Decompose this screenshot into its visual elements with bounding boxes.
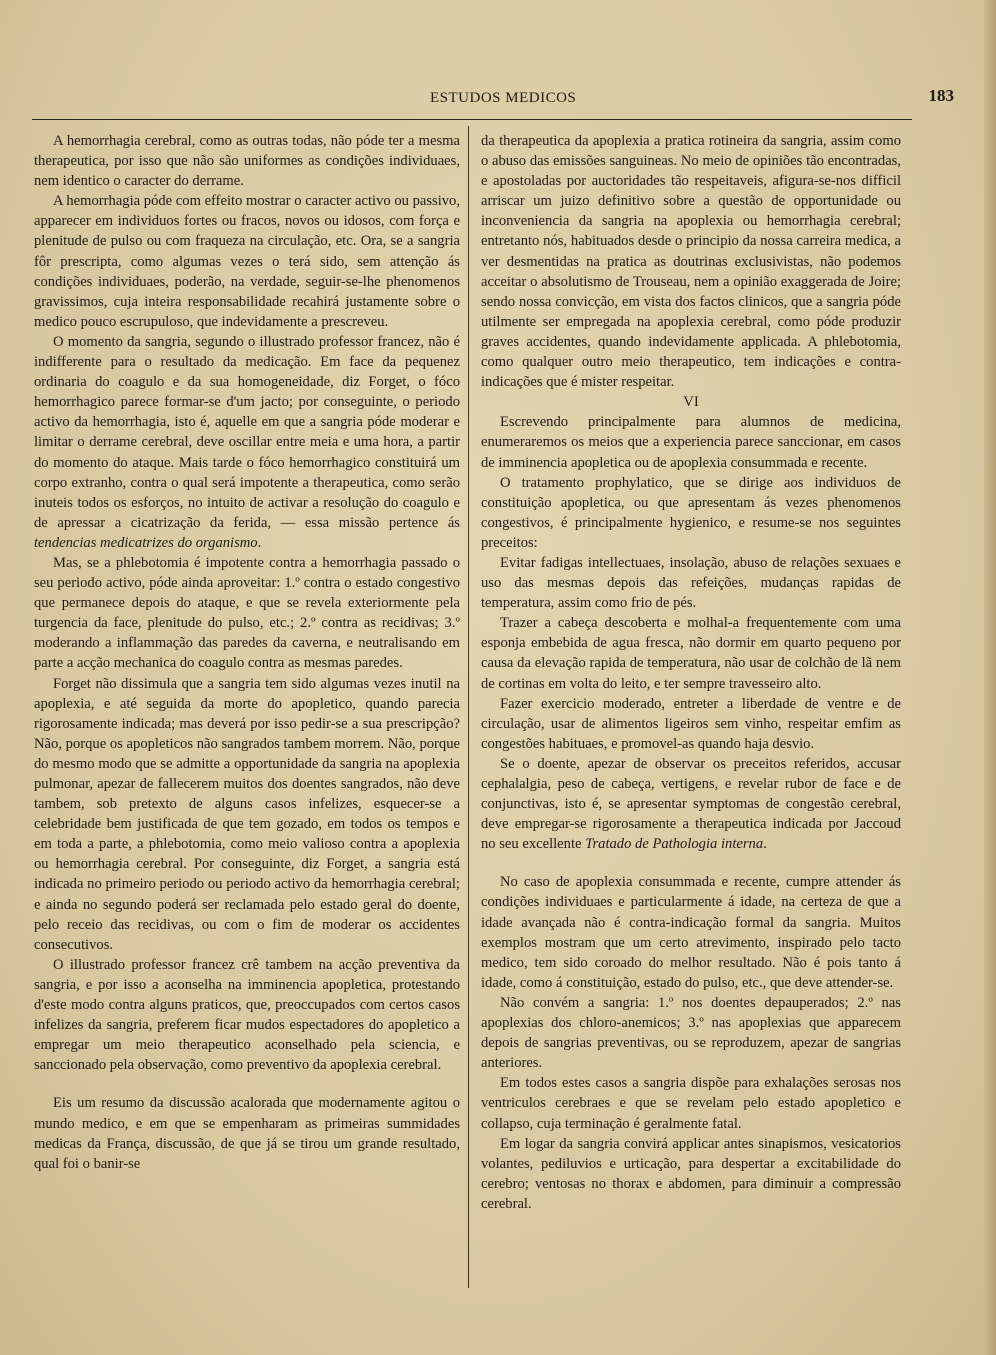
paragraph: Mas, se a phlebotomia é impotente contra a hemorrhagia passado o seu periodo activo, póde ainda aproveitar: 1.º contra o estado congestivo que permanece depois do ataque, e que se revela exteriormente pela turgencia da face, plenitude do pulso, etc.; 2.º contra as recidivas; 3.º moderando a inflammação das paredes da caverna, e neutralisando em parte a acção mechanica do coagulo contra as mesmas paredes.	[34, 554, 460, 672]
left-column	[34, 131, 460, 1174]
paragraph: Forget não dissimula que a sangria tem sido algumas vezes inutil na apoplexia, e até seguida da morte do apopletico, quando parecia rigorosamente indicada; mas deverá por isso pedir-se a sua prescripção? Não, porque os apopleticos não sangrados tambem morrem. Não, porque do mesmo modo que se admitte a opportunidade da sangria na apoplexia pulmonar, apezar de fallecerem muitos dos doentes sangrados, não deve tambem, sob pretexto de alguns casos infelizes, esquecer-se a celebridade bem justificada de que tem gozado, em todos os tempos e em toda a parte, a phlebotomia, como meio valioso contra a apoplexia ou hemorrhagia cerebral. Por conseguinte, diz Forget, a sangria está indicada no primeiro periodo ou periodo activo da hemorrhagia cerebral; e ainda no segundo poderá ser reclamada pelo estado geral do doente, pelo receio das recidivas, ou com o fim de moderar os accidentes consecutivos.	[34, 675, 460, 953]
paragraph	[34, 332, 460, 553]
paragraph: Evitar fadigas intellectuaes, insolação, abuso de relações sexuaes e uso das mesmas depois das refeições, mudanças rapidas de temperatura, assim como frio de pés.	[481, 554, 901, 612]
paragraph	[481, 754, 901, 854]
paragraph: da therapeutica da apoplexia a pratica rotineira da sangria, assim como o abuso das emissões sanguineas. No meio de opiniões tão encontradas, e apostoladas por auctoridades tão respeitaveis, afigura-se-nos difficil arriscar um juizo definitivo sobre a questão de opportunidade ou inconveniencia da sangria na apoplexia ou hemorrhagia cerebral; entretanto nós, habituados desde o principio da nossa carreira medica, a ver desmentidas na pratica as doutrinas exclusivistas, não podemos acceitar o absolutismo de Trouseau, nem a opinião exaggerada de Joire; sendo nossa convicção, em vista dos factos clinicos, que a sangria póde utilmente ser empregada na apoplexia cerebral, como póde produzir graves accidentes, quando indevidamente applicada. A phlebotomia, como qualquer outro meio therapeutico, tem indicações e contra-indicações que é mister respeitar.	[481, 133, 901, 391]
paragraph-text: O momento da sangria, segundo o illustrado professor francez, não é indifferente para o resultado da medicação. Em face da pequenez ordinaria do coagulo e da sua homogeneidade, diz Forget, o fóco hemorrhagico parece formar-se d'um jacto; por conseguinte, o periodo activo da hemorrhagia, isto é, aquelle em que a sangria póde moderar e limitar o derrame cerebral, deve oscillar entre meia e uma hora, a partir do momento do ataque. Mais tarde o fóco hemorrhagico constituirá um corpo extranho, contra o qual será impotente a therapeutica, como serão inuteis todos os esforços, no intuito de activar a resolução do coagulo e de apressar a cicatrização da ferida, — essa missão pertence ás	[34, 333, 460, 531]
running-title: ESTUDOS MEDICOS	[430, 90, 577, 106]
header-rule	[32, 119, 912, 120]
paragraph: O tratamento prophylatico, que se dirige aos individuos de constituição apopletica, ou que apresentam ás vezes phenomenos congestivos, é principalmente hygienico, e resume-se nos seguintes preceitos:	[481, 474, 901, 551]
page-edge-shadow	[984, 0, 996, 1355]
section-heading: VI	[683, 394, 699, 411]
paragraph: Trazer a cabeça descoberta e molhal-a frequentemente com uma esponja embebida de agua fresca, não dormir em quarto pequeno por causa da elevação rapida de temperatura, não usar de colchão de lã nem de cortinas em volta do leito, e ter sempre travesseiro alto.	[481, 615, 901, 692]
italic-phrase: Tratado de Pathologia interna	[585, 836, 764, 853]
paragraph-end: .	[257, 534, 262, 551]
paragraph-end: .	[763, 836, 767, 853]
paragraph: Em logar da sangria convirá applicar antes sinapismos, vesicatorios volantes, pediluvios e urticação, para despertar a excitabilidade do cerebro; ventosas no thorax e abdomen, para diminuir a compressão cerebral.	[481, 1135, 901, 1212]
italic-phrase: tendencias medicatrizes do organismo	[34, 534, 258, 551]
paragraph: A hemorrhagia póde com effeito mostrar o caracter activo ou passivo, apparecer em individuos fortes ou fracos, novos ou idosos, com força e plenitude de pulso ou com fraqueza na circulação, etc. Ora, se a sangria fôr prescripta, como algumas vezes o terá sido, sem attenção ás condições individuaes, poderão, na verdade, seguir-se-lhe phenomenos gravissimos, cuja inteira responsabilidade recahirá justamente sobre o medico pouco escrupuloso, que indevidamente a prescreveu.	[34, 193, 460, 330]
paragraph: Não convém a sangria: 1.º nos doentes depauperados; 2.º nas apoplexias dos chloro-anemicos; 3.º nas apoplexias que apparecem depois de sangrias preventivas, ou se reproduzem, apezar de sangrias anteriores.	[481, 994, 901, 1072]
page-header	[32, 86, 964, 114]
paragraph: O illustrado professor francez crê tambem na acção preventiva da sangria, e por isso a aconselha na imminencia apopletica, protestando d'este modo contra alguns praticos, que, preoccupados com certos casos infelizes da sangria, preferem ficar mudos espectadores do apopletico a empregar um meio therapeutico aconselhado pela sciencia, e sanccionado pela observação, como preventivo da apoplexia cerebral.	[34, 956, 460, 1074]
paragraph: No caso de apoplexia consummada e recente, cumpre attender ás condições individuaes e particularmente á idade, na certeza de que a idade avançada não é contra-indicação formal da sangria. Muitos exemplos mostram que um certo atrevimento, inspirado pelo tacto medico, tem sido coroado do melhor resultado. Não é pois tanto á idade, como á constituição, estado do pulso, etc., que deve attender-se.	[481, 874, 901, 991]
paragraph: A hemorrhagia cerebral, como as outras todas, não póde ter a mesma therapeutica, por isso que não são uniformes as condições individuaes, nem identico o caracter do derrame.	[34, 133, 460, 190]
paragraph: Escrevendo principalmente para alumnos de medicina, enumeraremos os meios que a experiencia parece sanccionar, em casos de imminencia apopletica ou de apoplexia consummada e recente.	[481, 414, 901, 471]
paragraph: Fazer exercicio moderado, entreter a liberdade de ventre e de circulação, usar de alimentos ligeiros sem vinho, respeitar emfim as congestões habituaes, e promovel-as quando haja desvio.	[481, 695, 901, 752]
right-column	[481, 131, 901, 1214]
paragraph: Em todos estes casos a sangria dispõe para exhalações serosas nos ventriculos cerebraes e que se revelam pelo estado apopletico e collapso, cuja terminação é geralmente fatal.	[481, 1075, 901, 1132]
paragraph-text: Se o doente, apezar de observar os preceitos referidos, accusar cephalalgia, peso de cabeça, vertigens, e revelar rubor de face e de conjunctivas, isto é, se apresentar symptomas de congestão cerebral, deve empregar-se rigorosamente a therapeutica indicada por Jaccoud no seu excellente	[481, 755, 901, 853]
page-number: 183	[928, 86, 954, 105]
paragraph: Eis um resumo da discussão acalorada que modernamente agitou o mundo medico, e em que se empenharam as primeiras summidades medicas da França, discussão, de que já se tirou um grande resultado, qual foi o banir-se	[34, 1095, 460, 1172]
column-divider	[468, 126, 469, 1288]
